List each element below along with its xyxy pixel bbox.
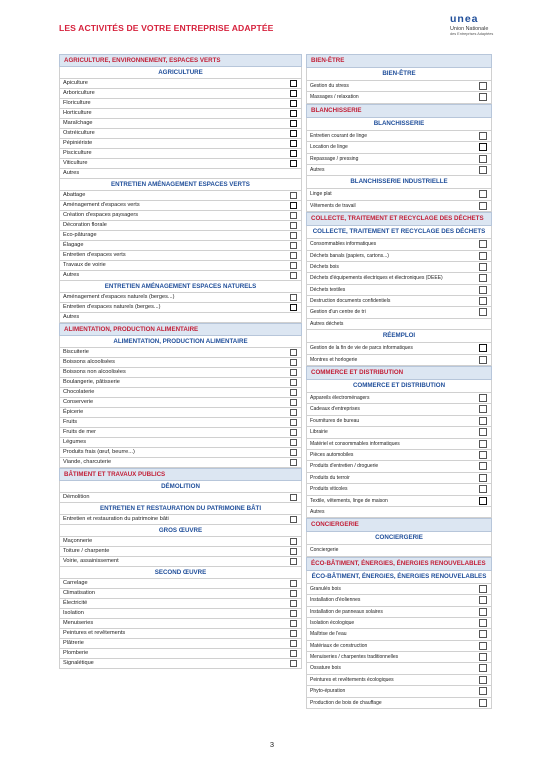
activity-row bbox=[306, 473, 492, 484]
activity-checkbox[interactable] bbox=[290, 409, 297, 416]
page-title: LES ACTIVITÉS DE VOTRE ENTREPRISE ADAPTÉE bbox=[59, 23, 274, 33]
activity-row bbox=[306, 81, 492, 92]
activity-row bbox=[59, 169, 302, 179]
activity-label: Installation d'éoliennes bbox=[310, 597, 361, 604]
activity-label: Installation de panneaux solaires bbox=[310, 608, 383, 615]
activity-row bbox=[59, 261, 302, 271]
activity-row bbox=[59, 537, 302, 547]
activity-row bbox=[59, 231, 302, 241]
activity-row bbox=[59, 649, 302, 659]
activity-label: Autres bbox=[310, 508, 325, 515]
subsection-header: BLANCHISSERIE bbox=[306, 118, 492, 131]
activity-label: Autres déchets bbox=[310, 320, 344, 327]
activity-label: Produits viticoles bbox=[310, 486, 348, 493]
activity-row bbox=[59, 79, 302, 89]
activity-checkbox[interactable] bbox=[479, 252, 487, 260]
activity-label: Déchets d'équipements électriques et électroniques (DEEE) bbox=[310, 275, 443, 282]
activity-label: Production de bois de chauffage bbox=[310, 699, 382, 706]
activity-label: Conciergerie bbox=[310, 547, 339, 554]
activity-checkbox[interactable] bbox=[479, 394, 487, 402]
activity-row bbox=[306, 131, 492, 142]
activity-checkbox[interactable] bbox=[290, 202, 297, 209]
activity-row bbox=[59, 493, 302, 503]
activity-checkbox[interactable] bbox=[479, 440, 487, 448]
activity-checkbox[interactable] bbox=[479, 240, 487, 248]
activity-row bbox=[59, 348, 302, 358]
activity-row bbox=[59, 639, 302, 649]
page-number: 3 bbox=[269, 740, 275, 749]
activity-checkbox[interactable] bbox=[479, 699, 487, 707]
activity-label: Maraîchage bbox=[63, 120, 93, 126]
activity-row bbox=[306, 92, 492, 103]
activity-checkbox[interactable] bbox=[479, 356, 487, 364]
activity-checkbox[interactable] bbox=[290, 110, 297, 117]
activity-row bbox=[306, 355, 492, 366]
activity-row bbox=[59, 241, 302, 251]
activity-label: Plâtrerie bbox=[63, 640, 84, 646]
activity-label: Démolition bbox=[63, 494, 90, 500]
activity-checkbox[interactable] bbox=[290, 349, 297, 356]
subsection-header: ENTRETIEN AMÉNAGEMENT ESPACES NATURELS bbox=[59, 281, 302, 293]
activity-label: Librairie bbox=[310, 429, 328, 436]
subsection-header: AGRICULTURE bbox=[59, 67, 302, 79]
activity-row bbox=[306, 663, 492, 674]
activity-checkbox[interactable] bbox=[479, 417, 487, 425]
section-header: BIEN-ÊTRE bbox=[306, 54, 492, 68]
subsection-header: BLANCHISSERIE INDUSTRIELLE bbox=[306, 176, 492, 189]
subsection-header: DÉMOLITION bbox=[59, 481, 302, 493]
activity-checkbox[interactable] bbox=[290, 650, 297, 657]
activity-label: Horticulture bbox=[63, 110, 92, 116]
activity-label: Pépiniériste bbox=[63, 140, 93, 146]
activity-checkbox[interactable] bbox=[479, 202, 487, 210]
activity-checkbox[interactable] bbox=[290, 140, 297, 147]
activity-label: Biscuiterie bbox=[63, 349, 89, 355]
activity-checkbox[interactable] bbox=[290, 90, 297, 97]
activity-label: Massages / relaxation bbox=[310, 94, 359, 101]
activity-checkbox[interactable] bbox=[479, 308, 487, 316]
activity-label: Eco-pâturage bbox=[63, 232, 97, 238]
section-header: COLLECTE, TRAITEMENT ET RECYCLAGE DES DÉCHETS bbox=[306, 212, 492, 226]
activity-row bbox=[306, 142, 492, 153]
subsection-header: ENTRETIEN AMÉNAGEMENT ESPACES VERTS bbox=[59, 179, 302, 191]
section-header: BLANCHISSERIE bbox=[306, 104, 492, 118]
activity-label: Boulangerie, pâtisserie bbox=[63, 379, 120, 385]
activity-checkbox[interactable] bbox=[290, 212, 297, 219]
activity-row bbox=[59, 149, 302, 159]
activity-label: Matériaux de construction bbox=[310, 642, 368, 649]
activity-row bbox=[59, 438, 302, 448]
activity-label: Matériel et consommables informatiques bbox=[310, 440, 400, 447]
section-header: CONCIERGERIE bbox=[306, 518, 492, 532]
activity-row bbox=[59, 515, 302, 525]
activity-row bbox=[306, 273, 492, 284]
activity-row bbox=[306, 416, 492, 427]
section-header: AGRICULTURE, ENVIRONNEMENT, ESPACES VERTS bbox=[59, 54, 302, 67]
activity-row bbox=[306, 584, 492, 595]
activity-row bbox=[306, 343, 492, 354]
activity-checkbox[interactable] bbox=[290, 80, 297, 87]
activity-checkbox[interactable] bbox=[290, 294, 297, 301]
activity-checkbox[interactable] bbox=[290, 222, 297, 229]
activity-label: Ostréiculture bbox=[63, 130, 95, 136]
activity-label: Déchets bois bbox=[310, 263, 339, 270]
activity-label: Isolation bbox=[63, 610, 84, 616]
activity-row bbox=[59, 619, 302, 629]
activity-row bbox=[306, 484, 492, 495]
activity-row bbox=[306, 239, 492, 250]
activity-row bbox=[306, 496, 492, 507]
activity-checkbox[interactable] bbox=[290, 459, 297, 466]
activity-checkbox[interactable] bbox=[479, 297, 487, 305]
activity-label: Décoration florale bbox=[63, 222, 107, 228]
activity-row bbox=[59, 599, 302, 609]
activity-row bbox=[306, 629, 492, 640]
activity-checkbox[interactable] bbox=[290, 304, 297, 311]
activity-label: Conserverie bbox=[63, 399, 94, 405]
activity-row bbox=[59, 579, 302, 589]
activity-label: Linge plat bbox=[310, 191, 332, 198]
activity-row bbox=[306, 165, 492, 176]
activity-row bbox=[59, 609, 302, 619]
activity-row bbox=[306, 595, 492, 606]
activity-checkbox[interactable] bbox=[290, 449, 297, 456]
activity-checkbox[interactable] bbox=[479, 428, 487, 436]
activity-row bbox=[306, 698, 492, 709]
activity-row bbox=[59, 458, 302, 468]
activity-checkbox[interactable] bbox=[290, 272, 297, 279]
activity-checkbox[interactable] bbox=[479, 474, 487, 482]
activity-checkbox[interactable] bbox=[290, 630, 297, 637]
activity-checkbox[interactable] bbox=[290, 100, 297, 107]
activity-label: Textile, vêtements, linge de maison bbox=[310, 497, 388, 504]
activity-checkbox[interactable] bbox=[290, 232, 297, 239]
activity-row bbox=[306, 189, 492, 200]
activity-row bbox=[59, 109, 302, 119]
activity-label: Floriculture bbox=[63, 100, 91, 106]
activity-row bbox=[306, 319, 492, 330]
activity-label: Produits du terroir bbox=[310, 474, 350, 481]
activity-checkbox[interactable] bbox=[479, 585, 487, 593]
activity-label: Épicerie bbox=[63, 409, 84, 415]
activity-checkbox[interactable] bbox=[290, 538, 297, 545]
activity-checkbox[interactable] bbox=[479, 286, 487, 294]
activity-label: Entretien et restauration du patrimoine bâti bbox=[63, 516, 169, 522]
activity-row bbox=[306, 404, 492, 415]
activity-label: Déchets banals (papiers, cartons...) bbox=[310, 252, 389, 259]
activity-label: Montres et horlogerie bbox=[310, 356, 358, 363]
activity-checkbox[interactable] bbox=[479, 485, 487, 493]
activity-label: Viande, charcuterie bbox=[63, 459, 112, 465]
activity-row bbox=[306, 262, 492, 273]
activity-label: Isolation écologique bbox=[310, 619, 355, 626]
activity-checkbox[interactable] bbox=[479, 190, 487, 198]
activity-row bbox=[306, 607, 492, 618]
subsection-header: ENTRETIEN ET RESTAURATION DU PATRIMOINE BÂTI bbox=[59, 503, 302, 515]
activity-label: Appareils électroménagers bbox=[310, 395, 370, 402]
activity-label: Électricité bbox=[63, 600, 88, 606]
activity-row bbox=[59, 211, 302, 221]
activity-label: Boissons non alcoolisées bbox=[63, 369, 126, 375]
activity-row bbox=[306, 618, 492, 629]
activity-row bbox=[59, 191, 302, 201]
right-activity-column bbox=[306, 54, 492, 709]
activity-checkbox[interactable] bbox=[290, 620, 297, 627]
activity-row bbox=[59, 293, 302, 303]
section-header: COMMERCE ET DISTRIBUTION bbox=[306, 366, 492, 380]
activity-label: Maçonnerie bbox=[63, 538, 93, 544]
subsection-header: RÉEMPLOI bbox=[306, 330, 492, 343]
activity-row bbox=[59, 201, 302, 211]
activity-row bbox=[59, 547, 302, 557]
activity-row bbox=[59, 89, 302, 99]
activity-label: Repassage / pressing bbox=[310, 155, 359, 162]
activity-row bbox=[59, 139, 302, 149]
activity-row bbox=[306, 461, 492, 472]
activity-checkbox[interactable] bbox=[479, 93, 487, 101]
activity-checkbox[interactable] bbox=[290, 242, 297, 249]
activity-row bbox=[306, 507, 492, 518]
subsection-header: CONCIERGERIE bbox=[306, 532, 492, 545]
activity-checkbox[interactable] bbox=[479, 166, 487, 174]
activity-label: Voirie, assainissement bbox=[63, 558, 119, 564]
activity-label: Fruits bbox=[63, 419, 77, 425]
activity-label: Peintures et revêtements bbox=[63, 630, 126, 636]
activity-label: Chocolaterie bbox=[63, 389, 95, 395]
activity-row bbox=[59, 251, 302, 261]
activity-label: Gestion d'un centre de tri bbox=[310, 309, 366, 316]
activity-checkbox[interactable] bbox=[290, 150, 297, 157]
activity-label: Autres bbox=[310, 166, 325, 173]
activity-row bbox=[306, 686, 492, 697]
activity-row bbox=[59, 398, 302, 408]
activity-checkbox[interactable] bbox=[479, 497, 487, 505]
logo-subtitle-1: Union Nationale bbox=[450, 26, 489, 32]
activity-label: Boissons alcoolisées bbox=[63, 359, 115, 365]
activity-row bbox=[59, 313, 302, 323]
activity-row bbox=[306, 296, 492, 307]
section-header: ALIMENTATION, PRODUCTION ALIMENTAIRE bbox=[59, 323, 302, 336]
activity-row bbox=[59, 368, 302, 378]
activity-label: Destruction documents confidentiels bbox=[310, 298, 391, 305]
activity-checkbox[interactable] bbox=[290, 130, 297, 137]
activity-row bbox=[59, 589, 302, 599]
activity-label: Viticulture bbox=[63, 160, 88, 166]
activity-checkbox[interactable] bbox=[290, 610, 297, 617]
activity-checkbox[interactable] bbox=[290, 369, 297, 376]
logo-wordmark: unea bbox=[450, 13, 479, 25]
activity-checkbox[interactable] bbox=[479, 132, 487, 140]
activity-label: Entretien d'espaces naturels (berges...) bbox=[63, 304, 161, 310]
subsection-header: SECOND ŒUVRE bbox=[59, 567, 302, 579]
activity-row bbox=[59, 271, 302, 281]
activity-row bbox=[306, 393, 492, 404]
activity-checkbox[interactable] bbox=[479, 653, 487, 661]
activity-checkbox[interactable] bbox=[290, 379, 297, 386]
unea-logo bbox=[450, 14, 520, 58]
activity-checkbox[interactable] bbox=[479, 608, 487, 616]
activity-label: Carrelage bbox=[63, 580, 88, 586]
activity-checkbox[interactable] bbox=[479, 676, 487, 684]
activity-checkbox[interactable] bbox=[290, 580, 297, 587]
activity-row bbox=[306, 285, 492, 296]
activity-row bbox=[306, 439, 492, 450]
activity-row bbox=[306, 450, 492, 461]
activity-checkbox[interactable] bbox=[479, 405, 487, 413]
activity-row bbox=[59, 129, 302, 139]
activity-label: Menuiseries / charpentes traditionnelles bbox=[310, 654, 399, 661]
activity-label: Climatisation bbox=[63, 590, 96, 596]
activity-label: Menuiseries bbox=[63, 620, 94, 626]
activity-checkbox[interactable] bbox=[479, 143, 487, 151]
activity-label: Aménagement d'espaces naturels (berges...) bbox=[63, 294, 175, 300]
activity-row bbox=[59, 119, 302, 129]
activity-row bbox=[59, 388, 302, 398]
activity-label: Entretien d'espaces verts bbox=[63, 252, 126, 258]
activity-label: Travaux de voirie bbox=[63, 262, 106, 268]
activity-row bbox=[306, 652, 492, 663]
activity-label: Vêtements de travail bbox=[310, 202, 356, 209]
activity-checkbox[interactable] bbox=[479, 155, 487, 163]
subsection-header: GROS ŒUVRE bbox=[59, 525, 302, 537]
activity-checkbox[interactable] bbox=[479, 619, 487, 627]
activity-checkbox[interactable] bbox=[479, 274, 487, 282]
activity-checkbox[interactable] bbox=[479, 263, 487, 271]
activity-label: Toiture / charpente bbox=[63, 548, 110, 554]
activity-label: Autres bbox=[63, 314, 80, 320]
activity-row bbox=[59, 418, 302, 428]
activity-checkbox[interactable] bbox=[479, 596, 487, 604]
activity-label: Élagage bbox=[63, 242, 84, 248]
activity-label: Aménagement d'espaces verts bbox=[63, 202, 140, 208]
activity-label: Phyto-épuration bbox=[310, 688, 346, 695]
activity-row bbox=[59, 358, 302, 368]
activity-checkbox[interactable] bbox=[290, 558, 297, 565]
activity-label: Maîtrise de l'eau bbox=[310, 631, 347, 638]
activity-checkbox[interactable] bbox=[290, 192, 297, 199]
activity-row bbox=[59, 99, 302, 109]
subsection-header: ÉCO-BÂTIMENT, ÉNERGIES, ÉNERGIES RENOUVELABLES bbox=[306, 571, 492, 584]
section-header: BÂTIMENT ET TRAVAUX PUBLICS bbox=[59, 468, 302, 481]
activity-label: Autres bbox=[63, 170, 80, 176]
activity-row bbox=[306, 307, 492, 318]
activity-label: Plomberie bbox=[63, 650, 89, 656]
activity-row bbox=[306, 154, 492, 165]
activity-row bbox=[306, 675, 492, 686]
activity-row bbox=[306, 201, 492, 212]
activity-label: Déchets textiles bbox=[310, 286, 346, 293]
activity-row bbox=[59, 557, 302, 567]
activity-row bbox=[306, 251, 492, 262]
activity-label: Création d'espaces paysagers bbox=[63, 212, 139, 218]
activity-row bbox=[59, 448, 302, 458]
activity-row bbox=[59, 378, 302, 388]
activity-checkbox[interactable] bbox=[479, 687, 487, 695]
activity-row bbox=[59, 428, 302, 438]
activity-label: Cadeaux d'entreprises bbox=[310, 406, 360, 413]
activity-checkbox[interactable] bbox=[290, 389, 297, 396]
activity-checkbox[interactable] bbox=[290, 419, 297, 426]
activity-label: Arboriculture bbox=[63, 90, 95, 96]
activity-checkbox[interactable] bbox=[479, 642, 487, 650]
activity-label: Produits d'entretien / droguerie bbox=[310, 463, 379, 470]
activity-checkbox[interactable] bbox=[479, 462, 487, 470]
activity-label: Signalétique bbox=[63, 660, 94, 666]
subsection-header: COMMERCE ET DISTRIBUTION bbox=[306, 380, 492, 393]
activity-checkbox[interactable] bbox=[290, 160, 297, 167]
activity-row bbox=[59, 303, 302, 313]
activity-label: Produits frais (œuf, beurre...) bbox=[63, 449, 135, 455]
activity-checkbox[interactable] bbox=[479, 451, 487, 459]
activity-label: Légumes bbox=[63, 439, 87, 445]
activity-row bbox=[59, 659, 302, 669]
activity-row bbox=[59, 159, 302, 169]
subsection-header: BIEN-ÊTRE bbox=[306, 68, 492, 81]
logo-subtitle-2: des Entreprises Adaptées bbox=[450, 32, 494, 36]
activity-checkbox[interactable] bbox=[290, 548, 297, 555]
activity-label: Granulés bois bbox=[310, 585, 341, 592]
activity-checkbox[interactable] bbox=[290, 429, 297, 436]
activity-label: Fournitures de bureau bbox=[310, 417, 360, 424]
activity-checkbox[interactable] bbox=[479, 82, 487, 90]
activity-checkbox[interactable] bbox=[290, 252, 297, 259]
activity-label: Location de linge bbox=[310, 144, 348, 151]
activity-label: Consommables informatiques bbox=[310, 241, 377, 248]
activity-checkbox[interactable] bbox=[290, 359, 297, 366]
activity-row bbox=[59, 408, 302, 418]
activity-checkbox[interactable] bbox=[290, 516, 297, 523]
activity-label: Autres bbox=[63, 272, 80, 278]
activity-row bbox=[59, 629, 302, 639]
activity-row bbox=[59, 221, 302, 231]
activity-label: Apiculture bbox=[63, 80, 88, 86]
activity-checkbox[interactable] bbox=[290, 640, 297, 647]
activity-row bbox=[306, 427, 492, 438]
activity-label: Fruits de mer bbox=[63, 429, 96, 435]
activity-checkbox[interactable] bbox=[290, 399, 297, 406]
activity-checkbox[interactable] bbox=[479, 664, 487, 672]
activity-label: Ossature bois bbox=[310, 665, 341, 672]
activity-checkbox[interactable] bbox=[290, 590, 297, 597]
activity-checkbox[interactable] bbox=[479, 344, 487, 352]
activity-checkbox[interactable] bbox=[290, 262, 297, 269]
activity-checkbox[interactable] bbox=[479, 630, 487, 638]
subsection-header: ALIMENTATION, PRODUCTION ALIMENTAIRE bbox=[59, 336, 302, 348]
activity-label: Pièces automobiles bbox=[310, 451, 354, 458]
activity-row bbox=[306, 641, 492, 652]
activity-checkbox[interactable] bbox=[290, 660, 297, 667]
subsection-header: COLLECTE, TRAITEMENT ET RECYCLAGE DES DÉCHETS bbox=[306, 226, 492, 239]
activity-checkbox[interactable] bbox=[290, 600, 297, 607]
activity-label: Gestion de la fin de vie de parcs informatiques bbox=[310, 345, 413, 352]
activity-checkbox[interactable] bbox=[290, 120, 297, 127]
activity-checkbox[interactable] bbox=[290, 439, 297, 446]
activity-label: Entretien courant de linge bbox=[310, 132, 367, 139]
activity-label: Pisciculture bbox=[63, 150, 92, 156]
activity-checkbox[interactable] bbox=[290, 494, 297, 501]
left-activity-column bbox=[59, 54, 302, 669]
activity-row bbox=[306, 545, 492, 556]
section-header: ÉCO-BÂTIMENT, ÉNERGIES, ÉNERGIES RENOUVELABLES bbox=[306, 557, 492, 571]
activity-label: Gestion du stress bbox=[310, 83, 349, 89]
activity-label: Abattage bbox=[63, 192, 86, 198]
activity-label: Peintures et revêtements écologiques bbox=[310, 676, 394, 683]
